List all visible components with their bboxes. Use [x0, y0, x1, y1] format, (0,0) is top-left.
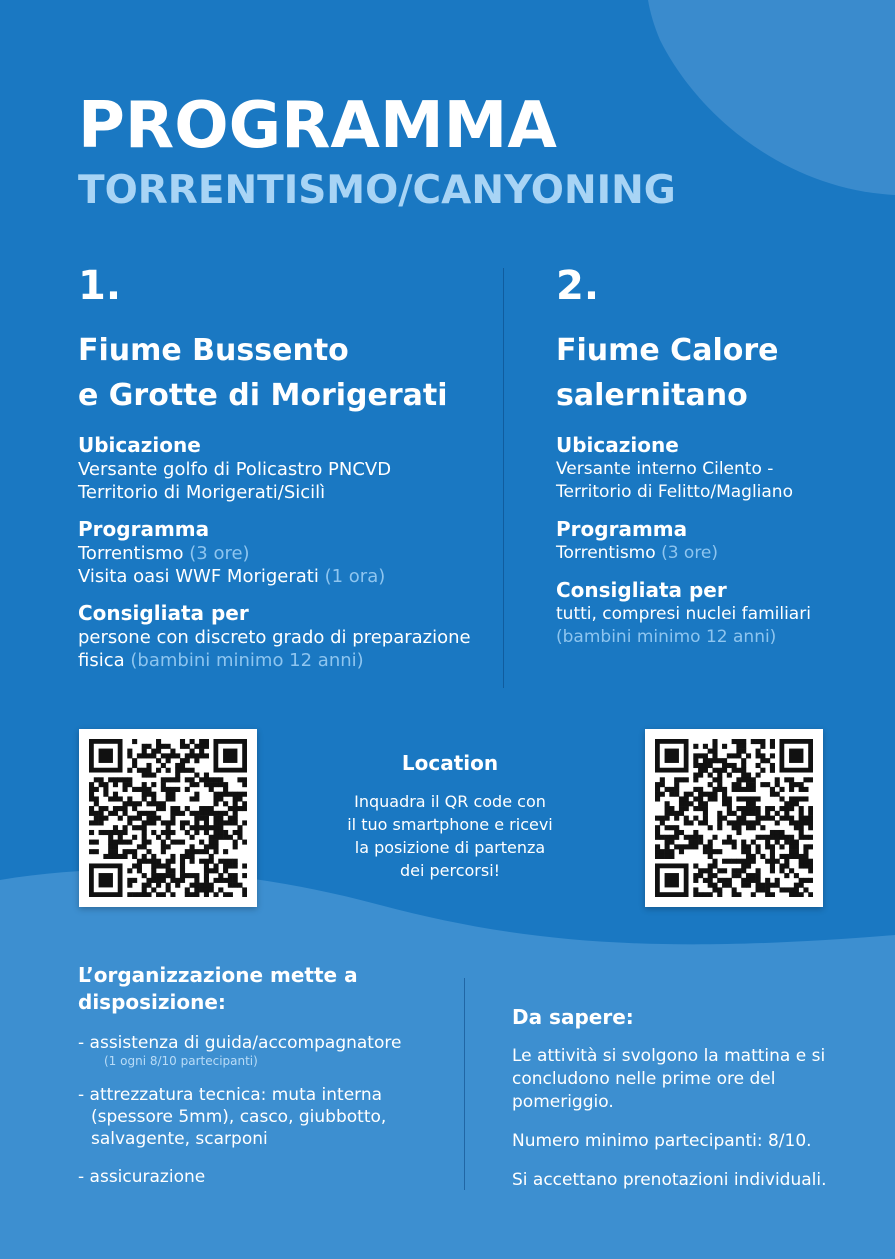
route-1-program-activity1: Torrentismo [78, 543, 184, 564]
qr-code-icon [89, 739, 247, 897]
route-2-number: 2. [556, 263, 600, 309]
route-1-program [78, 516, 488, 588]
route-1-column [78, 262, 488, 684]
route-1-recommended-line1: persone con discreto grado di preparazione [78, 627, 471, 648]
qr-code-route-1[interactable] [79, 729, 257, 907]
route-1-recommended-fitness: fisica [78, 650, 125, 671]
page-subtitle: TORRENTISMO/CANYONING [78, 168, 676, 213]
route-1-name-line2: e Grotte di Morigerati [78, 378, 448, 413]
organization-title [78, 962, 438, 1016]
route-1-location-label: Ubicazione [78, 433, 201, 457]
route-2-recommended-age: (bambini minimo 12 anni) [556, 627, 777, 647]
route-2-program-activity1: Torrentismo [556, 543, 656, 563]
route-1-number: 1. [78, 263, 122, 309]
info-min-participants: Numero minimo partecipanti: 8/10. [512, 1131, 812, 1151]
info-schedule [512, 1045, 852, 1114]
info-section [512, 1003, 852, 1208]
info-schedule-line2: concludono nelle prime ore del [512, 1069, 776, 1089]
route-1-program-duration2: (1 ora) [324, 566, 386, 587]
info-title: Da sapere: [512, 1005, 634, 1029]
location-line2: il tuo smartphone e ricevi [347, 815, 553, 834]
route-2-recommended-line1: tutti, compresi nuclei familiari [556, 604, 811, 624]
route-1-location-line2: Territorio di Morigerati/Sicilì [78, 482, 326, 503]
organization-item-guide-note: (1 ogni 8/10 partecipanti) [104, 1054, 258, 1068]
route-2-program-label: Programma [556, 517, 688, 541]
location-line3: la posizione di partenza [354, 838, 546, 857]
route-1-recommended [78, 600, 488, 672]
organization-item-guide-text: - assistenza di guida/accompagnatore [78, 1033, 402, 1053]
info-schedule-line3: pomeriggio. [512, 1092, 614, 1112]
route-1-location [78, 432, 488, 504]
route-1-program-duration1: (3 ore) [189, 543, 250, 564]
info-bookings: Si accettano prenotazioni individuali. [512, 1170, 827, 1190]
organization-item-equipment-line1: - attrezzatura tecnica: muta interna [78, 1085, 383, 1105]
route-2-column [556, 262, 876, 661]
qr-code-icon [655, 739, 813, 897]
route-2-program-duration1: (3 ore) [661, 543, 719, 563]
route-1-name [78, 328, 488, 418]
organization-item-equipment-line2: (spessore 5mm), casco, giubbotto, [91, 1107, 387, 1127]
route-2-location [556, 432, 876, 504]
route-1-recommended-line2 [78, 649, 488, 672]
location-line4: dei percorsi! [399, 861, 501, 880]
route-2-program-line1 [556, 542, 876, 565]
organization-title-line1: L’organizzazione mette a [78, 963, 358, 987]
route-2-name-line1: Fiume Calore [556, 333, 779, 368]
route-2-name [556, 328, 876, 418]
info-schedule-line1: Le attività si svolgono la mattina e si [512, 1046, 826, 1066]
route-1-program-activity2: Visita oasi WWF Morigerati [78, 566, 319, 587]
qr-code-route-2[interactable] [645, 729, 823, 907]
route-2-location-line1: Versante interno Cilento - [556, 459, 774, 479]
route-1-program-line1 [78, 542, 488, 565]
page-title: PROGRAMMA [78, 89, 557, 163]
route-2-name-line2: salernitano [556, 378, 748, 413]
location-line1: Inquadra il QR code con [354, 792, 546, 811]
organization-section [78, 962, 438, 1204]
organization-item-guide [78, 1032, 438, 1068]
route-2-recommended-label: Consigliata per [556, 578, 727, 602]
bottom-divider [464, 978, 465, 1190]
route-1-program-line2 [78, 565, 488, 588]
route-2-location-line2: Territorio di Felitto/Magliano [556, 482, 793, 502]
route-2-recommended [556, 577, 876, 649]
route-1-location-line1: Versante golfo di Policastro PNCVD [78, 459, 392, 480]
route-2-location-label: Ubicazione [556, 433, 679, 457]
location-info [330, 748, 570, 882]
organization-item-equipment [78, 1084, 438, 1150]
route-divider [503, 268, 504, 688]
location-title: Location [401, 751, 499, 775]
organization-title-line2: disposizione: [78, 990, 226, 1014]
route-1-recommended-label: Consigliata per [78, 601, 249, 625]
route-2-program [556, 516, 876, 565]
organization-item-insurance: - assicurazione [78, 1167, 206, 1187]
route-1-program-label: Programma [78, 517, 210, 541]
organization-item-equipment-line3: salvagente, scarponi [91, 1129, 268, 1149]
route-1-recommended-age: (bambini minimo 12 anni) [130, 650, 364, 671]
route-1-name-line1: Fiume Bussento [78, 333, 349, 368]
